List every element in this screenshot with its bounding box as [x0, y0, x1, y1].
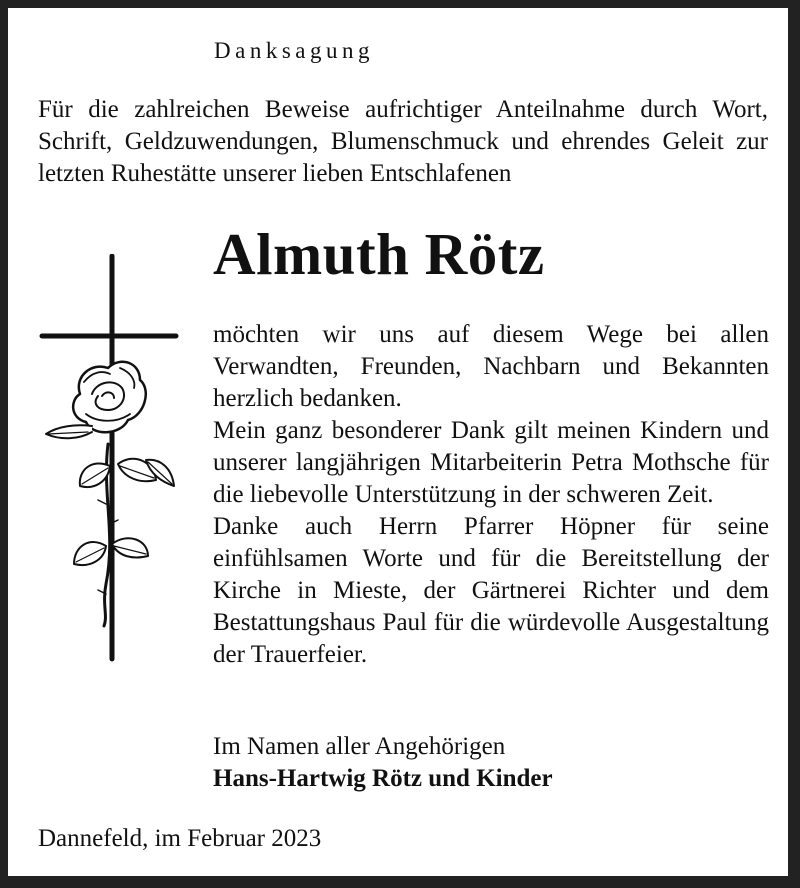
closing-line: Im Namen aller Angehörigen: [213, 733, 506, 760]
thanks-paragraph-1: möchten wir uns auf diesem Wege bei allen Verwandten, Freunden, Nachbarn und Bekannten herzlich bedanken.: [213, 321, 769, 412]
thanks-paragraph-3: Danke auch Herrn Pfarrer Höpner für seine einfühlsamen Worte und für die Bereitstellung der Kirche in Mieste, der Gärtnerei Richter und dem Bestattungshaus Paul für die würdevolle Ausgestaltung der Trauerfeier.: [213, 513, 769, 668]
notice-heading: Danksagung: [214, 38, 374, 63]
obituary-notice: [8, 8, 788, 876]
place-date: Dannefeld, im Februar 2023: [38, 825, 322, 852]
cross-with-rose-icon: [36, 254, 186, 674]
thanks-paragraph-2: Mein ganz besonderer Dank gilt meinen Kindern und unserer langjährigen Mitarbeiterin Petra Mothsche für die liebevolle Unterstützung in der schweren Zeit.: [213, 417, 769, 508]
deceased-name: Almuth Rötz: [213, 221, 545, 287]
signer-name: Hans-Hartwig Rötz und Kinder: [213, 765, 553, 792]
intro-text: Für die zahlreichen Beweise aufrichtiger Anteilnahme durch Wort, Schrift, Geldzuwendungen, Blumenschmuck und ehrendes Geleit zur letzten Ruhestätte unserer lieben Entschlafenen: [38, 96, 768, 187]
closing-block: [213, 731, 553, 795]
thanks-body: [213, 319, 769, 671]
